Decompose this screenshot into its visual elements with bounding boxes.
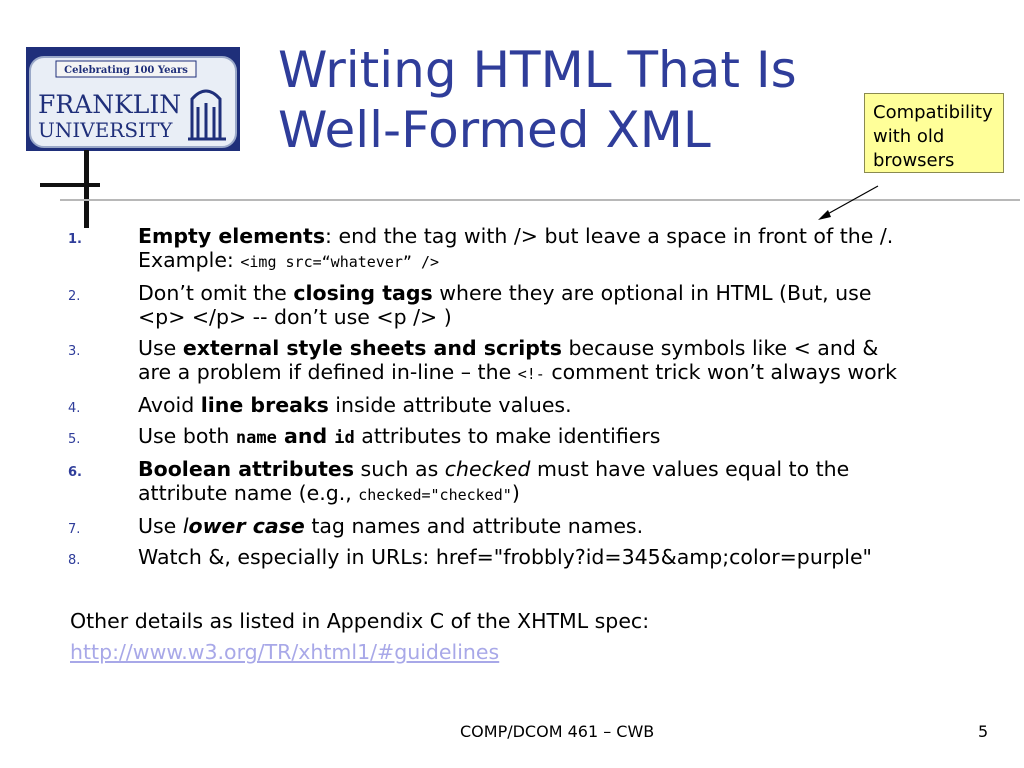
item-text: attribute name (e.g., xyxy=(138,481,359,505)
item-number: 1. xyxy=(68,232,82,247)
item-bold-text: and xyxy=(276,424,335,448)
item-italic-text: l xyxy=(182,514,189,538)
guidelines-list xyxy=(68,224,1008,576)
title-line-1: Writing HTML That Is xyxy=(278,41,797,99)
item-text: Watch &, especially in URLs: href="frobbly?id=345&amp;color=purple" xyxy=(138,545,872,569)
item-text: Use both xyxy=(138,424,236,448)
item-code: name xyxy=(235,428,277,448)
item-text: attributes to make identifiers xyxy=(354,424,661,448)
item-text: ) xyxy=(511,481,520,505)
item-number: 2. xyxy=(68,289,81,304)
callout-line-3: browsers xyxy=(873,150,955,171)
list-item xyxy=(68,457,1008,507)
logo-banner-text: Celebrating 100 Years xyxy=(64,65,188,76)
other-details-text: Other details as listed in Appendix C of the XHTML spec: xyxy=(70,609,650,633)
item-bold-text: Boolean attributes xyxy=(138,457,355,481)
list-item xyxy=(68,336,1008,386)
franklin-university-logo xyxy=(26,47,240,151)
list-item xyxy=(68,393,1008,417)
slide-footer: COMP/DCOM 461 – CWB xyxy=(460,722,655,741)
decorative-vertical-bar xyxy=(84,150,89,228)
item-text: <p> </p> -- don’t use <p /> ) xyxy=(138,305,452,329)
list-item xyxy=(68,514,1008,538)
item-text: : end the tag with /> but leave a space in front of the /. xyxy=(325,224,894,248)
xhtml-guidelines-link[interactable]: http://www.w3.org/TR/xhtml1/#guidelines xyxy=(70,640,500,664)
callout-line-2: with old xyxy=(873,126,945,147)
item-bold-italic-text: ower case xyxy=(188,514,305,538)
item-bold-text: external style sheets and scripts xyxy=(182,336,562,360)
item-text: are a problem if defined in-line – the xyxy=(138,360,518,384)
title-line-2: Well-Formed XML xyxy=(278,101,711,159)
item-text: because symbols like < and & xyxy=(561,336,879,360)
item-text: where they are optional in HTML (But, use xyxy=(432,281,872,305)
slide-title xyxy=(278,40,898,160)
item-number: 8. xyxy=(68,553,81,568)
callout-arrow-icon xyxy=(810,180,890,230)
item-bold-text: Empty elements xyxy=(138,224,326,248)
item-text: Use xyxy=(138,514,183,538)
decorative-horizontal-bar xyxy=(40,183,100,187)
list-item xyxy=(68,224,1008,274)
item-bold-text: line breaks xyxy=(200,393,329,417)
item-code: id xyxy=(334,428,355,448)
item-number: 4. xyxy=(68,401,81,416)
item-text: such as xyxy=(354,457,445,481)
item-bold-text: closing tags xyxy=(293,281,433,305)
item-text: Use xyxy=(138,336,183,360)
slide-page-number: 5 xyxy=(978,722,989,741)
item-number: 3. xyxy=(68,344,81,359)
item-text: Don’t omit the xyxy=(138,281,294,305)
item-code: <img src=“whatever” /> xyxy=(240,253,440,271)
item-text: must have values equal to the xyxy=(530,457,850,481)
item-text: Avoid xyxy=(138,393,201,417)
item-italic-text: checked xyxy=(444,457,531,481)
list-item xyxy=(68,545,1008,569)
item-text: Example: xyxy=(138,248,241,272)
callout-line-1: Compatibility xyxy=(873,102,993,123)
list-item xyxy=(68,424,1008,450)
logo-university-text: UNIVERSITY xyxy=(38,118,173,142)
item-number: 7. xyxy=(68,522,81,537)
item-text: tag names and attribute names. xyxy=(304,514,644,538)
item-code: checked="checked" xyxy=(358,486,512,504)
item-text: comment trick won’t always work xyxy=(544,360,897,384)
item-code: <!- xyxy=(517,365,545,383)
item-number: 6. xyxy=(68,465,82,480)
item-text: inside attribute values. xyxy=(328,393,572,417)
callout-note xyxy=(864,93,1004,173)
item-number: 5. xyxy=(68,432,81,447)
logo-franklin-text: FRANKLIN xyxy=(38,90,182,119)
list-item xyxy=(68,281,1008,329)
